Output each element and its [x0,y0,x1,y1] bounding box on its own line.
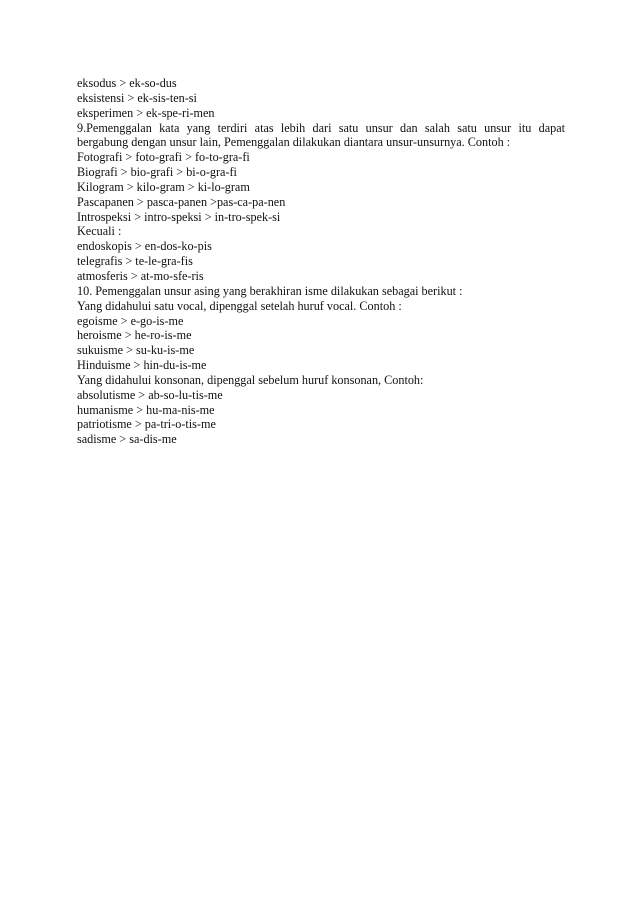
text-line-8: Kilogram > kilo-gram > ki-lo-gram [77,179,250,194]
text-line-18: heroisme > he-ro-is-me [77,328,192,343]
text-line-2: eksistensi > ek-sis-ten-si [77,90,197,105]
text-line-20: Hinduisme > hin-du-is-me [77,358,207,373]
text-line-17: egoisme > e-go-is-me [77,313,184,328]
text-line-14: atmosferis > at-mo-sfe-ris [77,268,204,283]
text-line-4: 9.Pemenggalan kata yang terdiri atas lebih dari satu unsur dan salah satu unsur itu dapat [77,120,565,135]
text-line-7: Biografi > bio-grafi > bi-o-gra-fi [77,165,237,180]
text-line-1: eksodus > ek-so-dus [77,76,177,90]
text-line-10: Introspeksi > intro-speksi > in-tro-spek-si [77,209,281,224]
text-line-21: Yang didahului konsonan, dipenggal sebelum huruf konsonan, Contoh: [77,372,424,387]
text-line-16: Yang didahului satu vocal, dipenggal setelah huruf vocal. Contoh : [77,298,402,313]
document-page [77,76,565,447]
text-line-13: telegrafis > te-le-gra-fis [77,254,193,269]
text-line-12: endoskopis > en-dos-ko-pis [77,239,212,254]
text-line-15: 10. Pemenggalan unsur asing yang berakhiran isme dilakukan sebagai berikut : [77,283,463,298]
text-line-11: Kecuali : [77,224,122,239]
text-line-23: humanisme > hu-ma-nis-me [77,402,215,417]
text-line-9: Pascapanen > pasca-panen >pas-ca-pa-nen [77,194,286,209]
text-line-19: sukuisme > su-ku-is-me [77,343,195,358]
text-line-22: absolutisme > ab-so-lu-tis-me [77,387,223,402]
text-line-25: sadisme > sa-dis-me [77,432,177,447]
text-line-5: bergabung dengan unsur lain, Pemenggalan dilakukan diantara unsur-unsurnya. Contoh : [77,135,511,150]
text-line-6: Fotografi > foto-grafi > fo-to-gra-fi [77,150,250,165]
text-line-24: patriotisme > pa-tri-o-tis-me [77,417,216,432]
text-line-3: eksperimen > ek-spe-ri-men [77,105,215,120]
